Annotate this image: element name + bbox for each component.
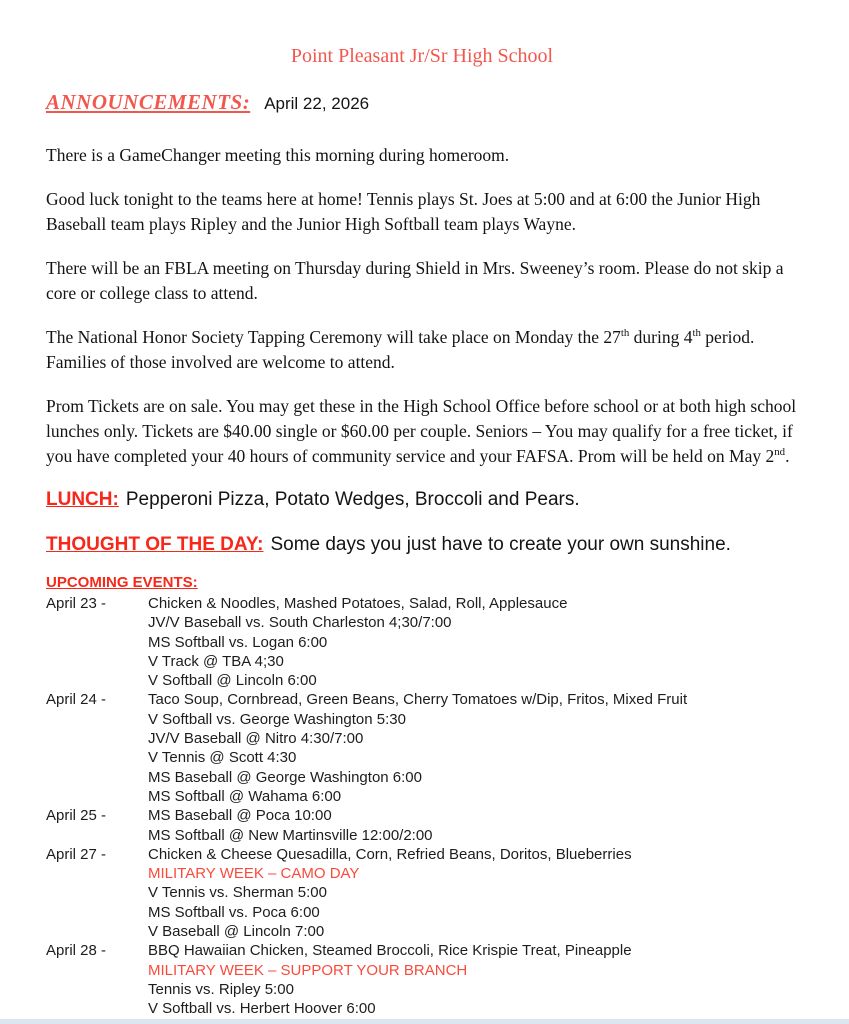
event-date <box>46 980 148 999</box>
event-row <box>46 690 798 709</box>
event-date <box>46 671 148 690</box>
announcement-paragraphs <box>46 143 798 469</box>
event-text: MS Baseball @ Poca 10:00 <box>148 807 332 825</box>
event-row <box>46 729 798 748</box>
thought-label: THOUGHT OF THE DAY: <box>46 534 264 555</box>
event-row <box>46 710 798 729</box>
announcements-date: April 22, 2026 <box>264 94 370 113</box>
event-date <box>46 613 148 632</box>
lunch-text: Pepperoni Pizza, Potato Wedges, Broccoli and Pears. <box>125 489 580 510</box>
event-text: V Softball vs. George Washington 5:30 <box>148 710 406 728</box>
event-date <box>46 999 148 1018</box>
event-text: MS Baseball @ George Washington 6:00 <box>148 768 422 786</box>
event-date <box>46 961 148 980</box>
event-row <box>46 845 798 864</box>
event-date <box>46 787 148 806</box>
event-text: Chicken & Noodles, Mashed Potatoes, Salad, Roll, Applesauce <box>148 595 568 612</box>
event-date <box>46 748 148 767</box>
event-row <box>46 922 798 941</box>
announcements-header <box>46 90 798 115</box>
event-date <box>46 826 148 845</box>
event-note-red: MILITARY WEEK – SUPPORT YOUR BRANCH <box>148 961 468 979</box>
event-date <box>46 729 148 748</box>
event-date: April 23 - <box>46 595 107 612</box>
event-note-red: MILITARY WEEK – CAMO DAY <box>148 865 360 883</box>
thought-text: Some days you just have to create your own sunshine. <box>270 534 731 555</box>
event-date: April 24 - <box>46 691 107 709</box>
event-row <box>46 961 798 980</box>
event-text: BBQ Hawaiian Chicken, Steamed Broccoli, Rice Krispie Treat, Pineapple <box>148 942 632 960</box>
event-row <box>46 980 798 999</box>
bottom-edge <box>0 1019 849 1024</box>
event-text: V Tennis @ Scott 4:30 <box>148 749 297 767</box>
event-text: JV/V Baseball vs. South Charleston 4;30/7:00 <box>148 614 452 632</box>
announcement-paragraph: There will be an FBLA meeting on Thursday during Shield in Mrs. Sweeney’s room. Please do not skip a core or college class to attend. <box>46 258 784 303</box>
announcement-paragraph: There is a GameChanger meeting this morning during homeroom. <box>46 145 510 165</box>
event-date: April 28 - <box>46 942 107 960</box>
announcement-paragraph: Good luck tonight to the teams here at home! Tennis plays St. Joes at 5:00 and at 6:00 the Junior High Baseball team plays Ripley and the Junior High Softball team plays Wayne. <box>46 189 761 234</box>
events-list <box>46 594 798 1019</box>
event-row <box>46 768 798 787</box>
event-row <box>46 671 798 690</box>
event-text: MS Softball vs. Poca 6:00 <box>148 903 320 921</box>
upcoming-events-heading: UPCOMING EVENTS: <box>46 574 198 591</box>
event-text: V Tennis vs. Sherman 5:00 <box>148 884 327 902</box>
event-row <box>46 999 798 1018</box>
event-text: Taco Soup, Cornbread, Green Beans, Cherry Tomatoes w/Dip, Fritos, Mixed Fruit <box>148 691 688 709</box>
event-text: Tennis vs. Ripley 5:00 <box>148 980 294 998</box>
event-date <box>46 710 148 729</box>
event-date <box>46 903 148 922</box>
announcements-heading: ANNOUNCEMENTS: <box>46 90 251 114</box>
event-row <box>46 864 798 883</box>
event-row <box>46 806 798 825</box>
event-row <box>46 941 798 960</box>
event-date <box>46 652 148 671</box>
event-row <box>46 652 798 671</box>
event-row <box>46 903 798 922</box>
event-date <box>46 883 148 902</box>
event-row <box>46 633 798 652</box>
event-date: April 25 - <box>46 807 107 825</box>
lunch-label: LUNCH: <box>46 489 119 510</box>
event-row <box>46 748 798 767</box>
event-text: MS Softball @ Wahama 6:00 <box>148 787 342 805</box>
event-row <box>46 826 798 845</box>
event-row <box>46 883 798 902</box>
announcement-paragraph: The National Honor Society Tapping Ceremony will take place on Monday the 27th during 4th period. Families of those involved are welcome to attend. <box>46 327 755 372</box>
event-text: JV/V Baseball @ Nitro 4:30/7:00 <box>148 730 364 748</box>
announcement-paragraph: Prom Tickets are on sale. You may get these in the High School Office before school or at both high school lunches only. Tickets are $40.00 single or $60.00 per couple. Seniors – You may qualify for a free ticket, if you have completed your 40 hours of community service and your FAFSA. Prom will be held on May 2nd. <box>46 396 797 466</box>
event-text: Chicken & Cheese Quesadilla, Corn, Refried Beans, Doritos, Blueberries <box>148 845 632 863</box>
event-text: V Softball vs. Herbert Hoover 6:00 <box>148 1000 376 1018</box>
thought-of-the-day-line <box>46 533 798 557</box>
event-row <box>46 613 798 632</box>
page-title: Point Pleasant Jr/Sr High School <box>290 45 554 67</box>
event-date <box>46 922 148 941</box>
event-date <box>46 864 148 883</box>
event-date: April 27 - <box>46 845 107 863</box>
event-text: MS Softball vs. Logan 6:00 <box>148 633 328 651</box>
event-text: MS Softball @ New Martinsville 12:00/2:00 <box>148 826 433 844</box>
event-row <box>46 787 798 806</box>
event-date <box>46 633 148 652</box>
event-text: V Softball @ Lincoln 6:00 <box>148 672 317 690</box>
event-row <box>46 594 798 613</box>
event-text: V Baseball @ Lincoln 7:00 <box>148 923 325 941</box>
event-text: V Track @ TBA 4;30 <box>148 652 284 670</box>
event-date <box>46 768 148 787</box>
lunch-line <box>46 488 798 512</box>
